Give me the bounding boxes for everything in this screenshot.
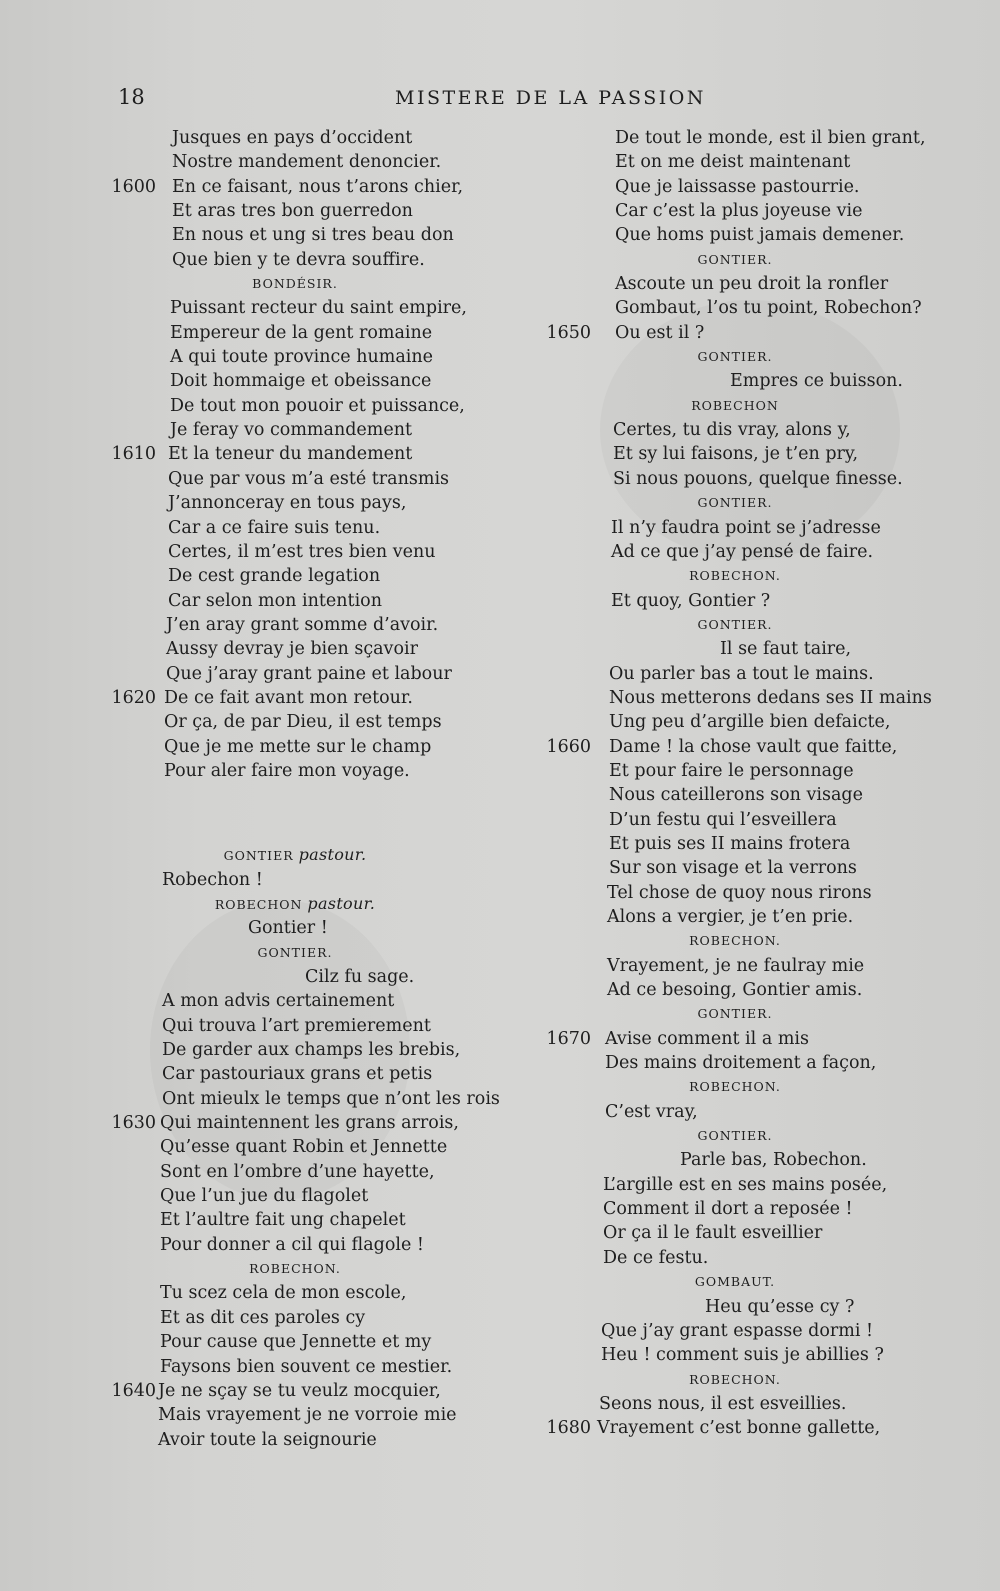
verse-text: Puissant recteur du saint empire, [170, 298, 467, 319]
verse-line [535, 175, 935, 199]
verse-line [535, 150, 935, 174]
verse-text: Je ne sçay se tu veulz mocquier, [158, 1380, 441, 1401]
verse-line [100, 1184, 490, 1208]
verse-text: J’annonceray en tous pays, [168, 493, 407, 514]
verse-text: Heu qu’esse cy ? [705, 1296, 855, 1317]
verse-line [100, 710, 490, 734]
verse-line [100, 467, 490, 491]
speaker-label: GONTIER. [697, 251, 773, 267]
verse-text: Que je laissasse pastourrie. [615, 176, 860, 197]
page-header [0, 85, 1000, 119]
verse-text: Et quoy, Gontier ? [611, 590, 771, 611]
verse-line [100, 1014, 490, 1038]
speaker-role: pastour. [307, 893, 376, 913]
verse-line [100, 989, 490, 1013]
verse-text: Et on me deist maintenant [615, 152, 851, 173]
verse-text: J’en aray grant somme d’avoir. [166, 614, 439, 635]
verse-line [100, 418, 490, 442]
line-number: 1640 [111, 1380, 156, 1401]
verse-text: Je feray vo commandement [170, 420, 413, 441]
verse-line [100, 150, 490, 174]
verse-line [100, 916, 490, 940]
verse-line [100, 1330, 490, 1354]
verse-line [535, 686, 935, 710]
verse-line [535, 905, 935, 929]
verse-text: De ce fait avant mon retour. [164, 687, 413, 708]
verse-line [535, 1246, 935, 1270]
speaker-name [535, 1124, 935, 1148]
verse-line [100, 540, 490, 564]
verse-line [535, 735, 935, 759]
verse-line [100, 1038, 490, 1062]
speaker-label: ROBECHON [214, 896, 303, 912]
verse-text: Parle bas, Robechon. [680, 1150, 867, 1171]
verse-line [535, 369, 935, 393]
verse-line [535, 1027, 935, 1051]
verse-text: Empres ce buisson. [730, 371, 903, 392]
verse-text: A mon advis certainement [162, 991, 395, 1012]
verse-line [535, 516, 935, 540]
verse-text: Que l’un jue du flagolet [160, 1186, 369, 1207]
speaker-name [535, 929, 935, 953]
verse-line [100, 345, 490, 369]
speaker-name [535, 1368, 935, 1392]
verse-text: Ou est il ? [615, 322, 705, 343]
verse-line [100, 759, 490, 783]
verse-text: Gombaut, l’os tu point, Robechon? [615, 298, 922, 319]
verse-line [100, 735, 490, 759]
speaker-label: ROBECHON. [689, 1371, 781, 1387]
verse-text: Ung peu d’argille bien defaicte, [609, 712, 891, 733]
verse-text: Et pour faire le personnage [609, 760, 854, 781]
speaker-label: ROBECHON. [689, 1079, 781, 1095]
verse-text: Car selon mon intention [168, 590, 382, 611]
verse-line [535, 978, 935, 1002]
speaker-label: ROBECHON [691, 397, 779, 413]
verse-line [535, 759, 935, 783]
verse-line [535, 832, 935, 856]
verse-text: Vrayement, je ne faulray mie [607, 955, 865, 976]
verse-text: Seons nous, il est esveillies. [599, 1393, 847, 1414]
verse-line [535, 1295, 935, 1319]
verse-line [535, 272, 935, 296]
speaker-label: GONTIER. [697, 1128, 773, 1144]
speaker-label: GONTIER. [697, 495, 773, 511]
speaker-name [100, 892, 490, 916]
speaker-name [535, 613, 935, 637]
verse-text: Doit hommaige et obeissance [170, 371, 432, 392]
verse-line [100, 394, 490, 418]
verse-line [100, 637, 490, 661]
verse-text: Dame ! la chose vault que faitte, [609, 736, 898, 757]
speaker-role: pastour. [298, 845, 367, 865]
verse-text: De tout le monde, est il bien grant, [615, 128, 926, 148]
verse-text: Il n’y faudra point se j’adresse [611, 517, 881, 538]
verse-text: Que bien y te devra souffire. [172, 249, 425, 270]
verse-text: Sur son visage et la verrons [609, 858, 857, 879]
verse-line [100, 1111, 490, 1135]
verse-text: Sont en l’ombre d’une hayette, [160, 1161, 435, 1182]
verse-line [535, 589, 935, 613]
verse-line [100, 491, 490, 515]
verse-text: Qu’esse quant Robin et Jennette [160, 1137, 448, 1158]
verse-line [535, 954, 935, 978]
verse-line [535, 881, 935, 905]
verse-line [535, 710, 935, 734]
verse-text: De ce festu. [603, 1247, 709, 1268]
speaker-label: ROBECHON. [689, 933, 781, 949]
verse-line [535, 1392, 935, 1416]
line-number: 1660 [546, 736, 591, 757]
verse-text: Et sy lui faisons, je t’en pry, [613, 444, 859, 465]
verse-line [535, 1343, 935, 1367]
verse-text: Faysons bien souvent ce mestier. [160, 1356, 453, 1377]
stanza-gap [100, 783, 490, 843]
speaker-label: GONTIER [223, 848, 294, 864]
verse-line [100, 199, 490, 223]
speaker-name [100, 941, 490, 965]
verse-text: Car pastouriaux grans et petis [162, 1064, 433, 1085]
speaker-label: GONTIER. [257, 944, 333, 960]
verse-line [100, 1306, 490, 1330]
verse-text: Que j’aray grant paine et labour [166, 663, 452, 684]
verse-line [535, 1197, 935, 1221]
verse-line [100, 1355, 490, 1379]
verse-text: Robechon ! [162, 869, 263, 890]
verse-text: Que j’ay grant espasse dormi ! [601, 1320, 874, 1341]
verse-line [535, 1148, 935, 1172]
verse-text: Que je me mette sur le champ [164, 736, 432, 757]
verse-text: Mais vrayement je ne vorroie mie [158, 1405, 457, 1426]
verse-text: Ou parler bas a tout le mains. [609, 663, 874, 684]
running-title: MISTERE DE LA PASSION [395, 87, 706, 109]
verse-line [100, 613, 490, 637]
verse-line [535, 321, 935, 345]
line-number: 1670 [546, 1028, 591, 1049]
speaker-label: GOMBAUT. [694, 1274, 776, 1290]
verse-line [100, 1160, 490, 1184]
verse-line [100, 965, 490, 989]
verse-line [535, 467, 935, 491]
verse-line [535, 1051, 935, 1075]
verse-line [535, 1221, 935, 1245]
speaker-name [535, 1270, 935, 1294]
verse-text: C’est vray, [605, 1101, 698, 1122]
verse-text: Qui maintennent les grans arrois, [160, 1113, 459, 1134]
verse-line [100, 369, 490, 393]
verse-line [535, 296, 935, 320]
verse-text: Ad ce besoing, Gontier amis. [607, 980, 863, 1001]
verse-text: Ad ce que j’ay pensé de faire. [611, 541, 874, 562]
verse-text: Que homs puist jamais demener. [615, 225, 905, 246]
verse-line [535, 783, 935, 807]
verse-text: Et aras tres bon guerredon [172, 201, 413, 222]
speaker-label: ROBECHON. [689, 568, 781, 584]
verse-text: L’argille est en ses mains posée, [603, 1174, 888, 1195]
speaker-name [535, 345, 935, 369]
speaker-name [535, 1075, 935, 1099]
verse-text: Cilz fu sage. [305, 967, 415, 987]
line-number: 1680 [546, 1418, 591, 1439]
verse-line [100, 126, 490, 150]
verse-text: Pour aler faire mon voyage. [164, 760, 410, 781]
line-number: 1650 [546, 322, 591, 343]
right-column [535, 126, 935, 1441]
verse-text: D’un festu qui l’esveillera [609, 809, 837, 830]
left-column [100, 126, 500, 1452]
verse-text: Comment il dort a reposée ! [603, 1199, 853, 1220]
verse-text: Avise comment il a mis [605, 1028, 809, 1049]
verse-line [100, 175, 490, 199]
speaker-label: BONDÉSIR. [252, 276, 338, 292]
verse-line [100, 296, 490, 320]
verse-line [100, 1062, 490, 1086]
verse-line [100, 589, 490, 613]
verse-line [100, 1379, 490, 1403]
verse-line [535, 126, 935, 150]
speaker-label: ROBECHON. [249, 1261, 341, 1277]
verse-text: Aussy devray je bien sçavoir [166, 639, 418, 660]
verse-text: Car a ce faire suis tenu. [168, 517, 381, 538]
verse-line [535, 1319, 935, 1343]
speaker-name [100, 272, 490, 296]
verse-text: Et l’aultre fait ung chapelet [160, 1210, 406, 1231]
verse-text: A qui toute province humaine [170, 347, 433, 368]
verse-text: Certes, il m’est tres bien venu [168, 541, 436, 562]
verse-line [535, 540, 935, 564]
verse-text: Alons a vergier, je t’en prie. [607, 907, 854, 927]
speaker-name [100, 1257, 490, 1281]
verse-line [100, 1087, 500, 1111]
verse-text: Car c’est la plus joyeuse vie [615, 201, 863, 222]
verse-text: Certes, tu dis vray, alons y, [613, 420, 851, 441]
verse-text: De garder aux champs les brebis, [162, 1040, 461, 1061]
speaker-name [535, 491, 935, 515]
verse-line [535, 856, 935, 880]
verse-line [100, 1233, 490, 1257]
verse-text: Des mains droitement a façon, [605, 1053, 877, 1074]
verse-line [100, 442, 490, 466]
verse-text: En nous et ung si tres beau don [172, 225, 454, 246]
verse-text: Et la teneur du mandement [168, 444, 413, 465]
verse-line [100, 248, 490, 272]
verse-text: Empereur de la gent romaine [170, 322, 433, 343]
speaker-label: GONTIER. [697, 616, 773, 632]
verse-text: Si nous pouons, quelque finesse. [613, 468, 903, 489]
verse-line [535, 442, 935, 466]
verse-text: Or ça, de par Dieu, il est temps [164, 712, 442, 733]
verse-line [100, 516, 490, 540]
speaker-label: GONTIER. [697, 1006, 773, 1022]
verse-line [100, 868, 490, 892]
verse-text: Heu ! comment suis je abillies ? [601, 1345, 884, 1366]
verse-text: De tout mon pouoir et puissance, [170, 395, 465, 416]
verse-line [535, 223, 935, 247]
line-number: 1600 [111, 176, 156, 197]
verse-text: Jusques en pays d’occident [172, 128, 413, 148]
verse-text: Ont mieulx le temps que n’ont les rois [162, 1088, 500, 1109]
verse-text: Pour donner a cil qui flagole ! [160, 1234, 424, 1255]
verse-line [535, 808, 935, 832]
verse-line [535, 637, 935, 661]
verse-line [100, 1403, 490, 1427]
verse-line [100, 321, 490, 345]
verse-line [100, 662, 490, 686]
verse-line [535, 1173, 935, 1197]
verse-text: Il se faut taire, [720, 639, 852, 660]
speaker-name [100, 843, 490, 867]
verse-line [100, 1428, 490, 1452]
verse-line [535, 199, 935, 223]
speaker-name [535, 1002, 935, 1026]
verse-text: En ce faisant, nous t’arons chier, [172, 176, 464, 197]
line-number: 1630 [111, 1113, 156, 1134]
verse-text: Nostre mandement denoncier. [172, 152, 442, 173]
speaker-label: GONTIER. [697, 349, 773, 365]
verse-line [100, 564, 490, 588]
verse-text: Et as dit ces paroles cy [160, 1307, 366, 1328]
verse-text: Pour cause que Jennette et my [160, 1332, 432, 1353]
verse-line [100, 1208, 490, 1232]
verse-text: Or ça il le fault esveillier [603, 1223, 823, 1244]
verse-text: Avoir toute la seignourie [158, 1429, 377, 1450]
verse-text: Nous metterons dedans ses II mains [609, 687, 932, 708]
verse-text: Tu scez cela de mon escole, [160, 1283, 407, 1304]
verse-line [535, 662, 935, 686]
verse-line [535, 1416, 935, 1440]
verse-text: Nous cateillerons son visage [609, 785, 863, 806]
verse-text: Que par vous m’a esté transmis [168, 468, 450, 489]
verse-text: De cest grande legation [168, 566, 381, 587]
verse-text: Tel chose de quoy nous rirons [607, 882, 872, 903]
verse-line [100, 686, 490, 710]
line-number: 1610 [111, 444, 156, 465]
verse-text: Gontier ! [248, 918, 328, 939]
verse-line [100, 223, 490, 247]
speaker-name [535, 248, 935, 272]
verse-line [535, 1100, 935, 1124]
verse-line [100, 1135, 490, 1159]
page-number: 18 [118, 85, 145, 109]
verse-line [535, 418, 935, 442]
verse-text: Ascoute un peu droit la ronfler [615, 274, 889, 295]
speaker-name [535, 564, 935, 588]
verse-line [100, 1281, 490, 1305]
verse-text: Vrayement c’est bonne gallette, [597, 1418, 881, 1439]
verse-text: Et puis ses II mains frotera [609, 833, 851, 854]
line-number: 1620 [111, 687, 156, 708]
verse-text: Qui trouva l’art premierement [162, 1015, 431, 1036]
speaker-name [535, 394, 935, 418]
